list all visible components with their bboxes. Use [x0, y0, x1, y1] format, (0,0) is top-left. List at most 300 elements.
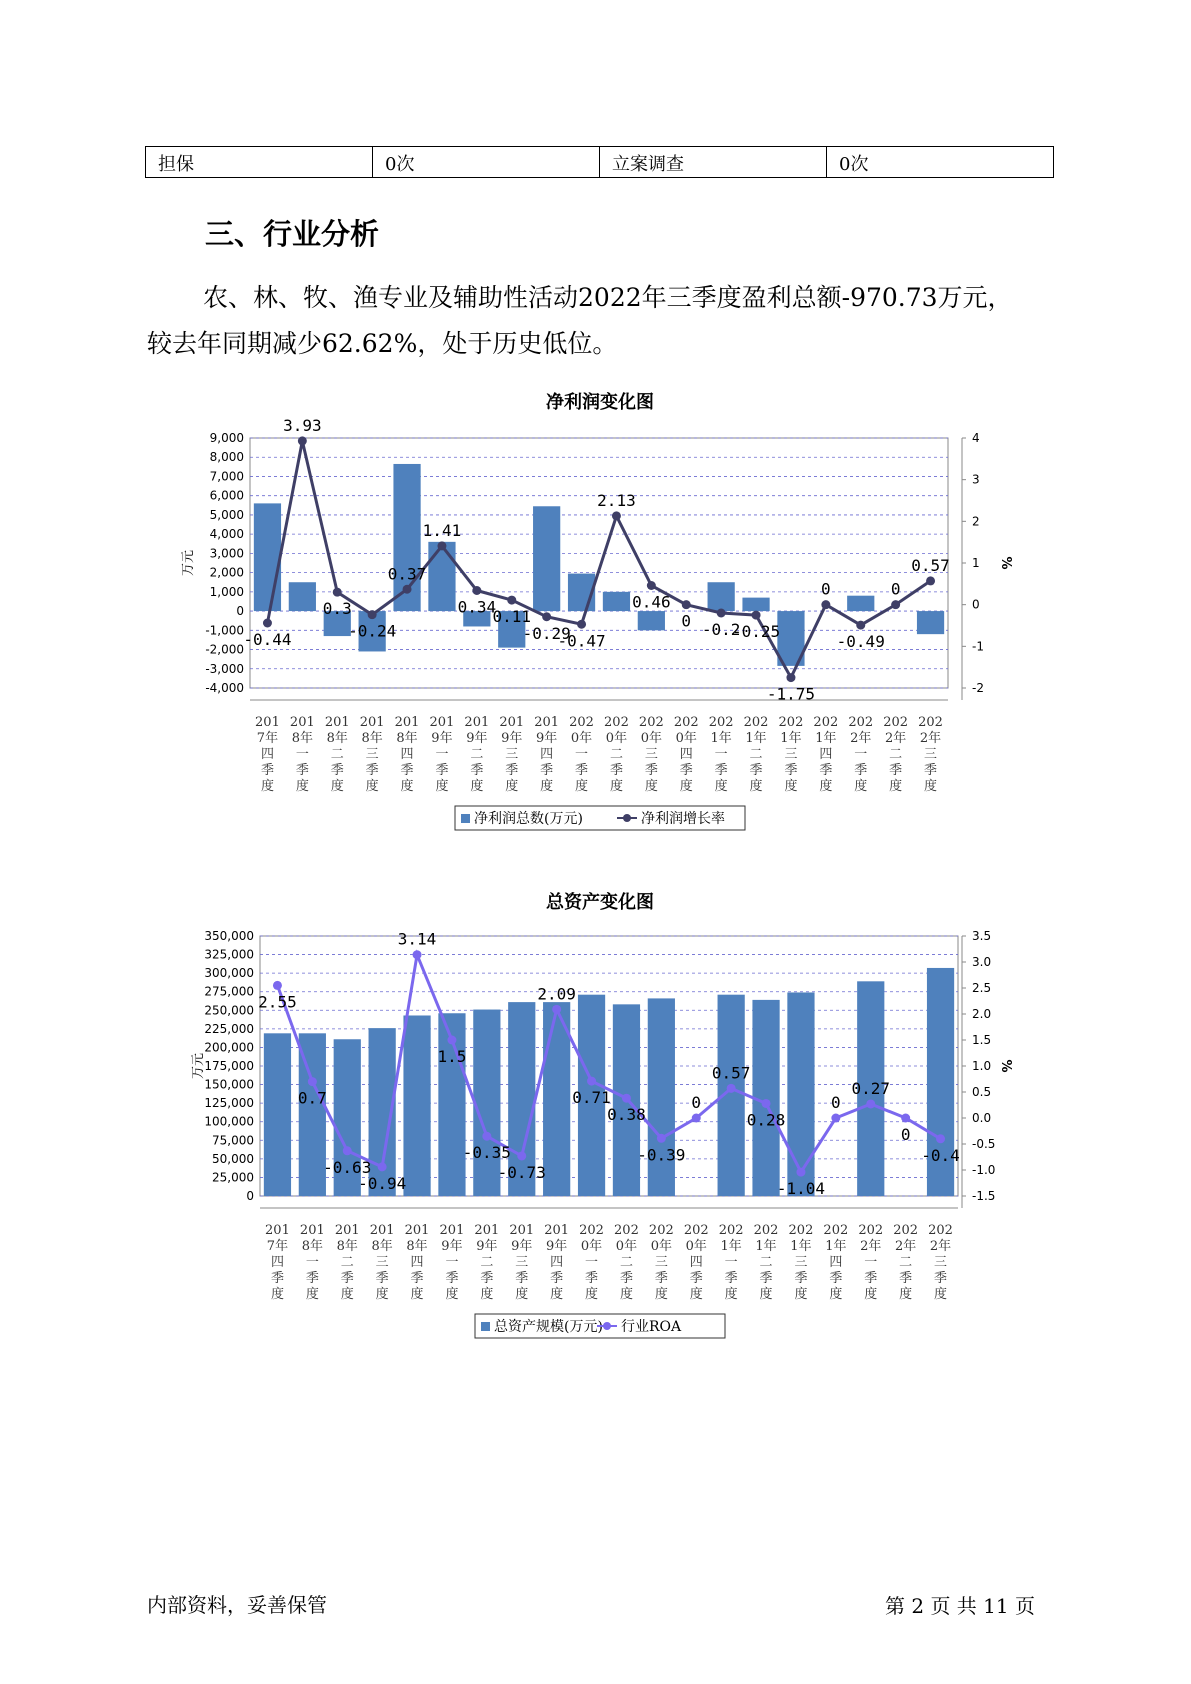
x-tick-label-part: 201 [359, 715, 385, 730]
x-tick-label-part: 202 [743, 715, 769, 730]
x-tick-label [823, 1223, 848, 1302]
x-tick-label-part: 0年 [650, 1239, 672, 1254]
x-tick-label-part: 度 [260, 779, 274, 794]
x-tick-label-part: 202 [673, 715, 699, 730]
x-tick-label-part: 季 [445, 1271, 459, 1286]
x-tick-label [499, 715, 524, 794]
x-tick-label-part: 季 [575, 763, 589, 778]
x-tick-label [395, 715, 420, 794]
x-tick-label-part: 季 [619, 1271, 633, 1286]
x-tick-label-part: 度 [889, 779, 903, 794]
x-tick-label-part: 度 [515, 1287, 529, 1302]
x-tick-label-part: 度 [365, 779, 379, 794]
x-tick-label-part: 8年 [371, 1239, 393, 1254]
x-tick-label-part: 度 [305, 1287, 319, 1302]
data-label: 0.71 [572, 1088, 611, 1108]
legend-swatch-bar [461, 814, 470, 823]
x-tick-label-part: 季 [654, 1271, 668, 1286]
x-tick-label-part: 季 [375, 1271, 389, 1286]
net-profit-chart [0, 390, 1191, 850]
x-tick-label [604, 715, 629, 794]
line-point [622, 1094, 631, 1103]
x-tick-label-part: 202 [858, 1223, 884, 1238]
x-tick-label-part: 度 [934, 1287, 948, 1302]
y-tick-label: 0 [246, 1189, 254, 1203]
x-tick-label-part: 201 [334, 1223, 360, 1238]
x-tick-label [360, 715, 385, 794]
x-tick-label-part: 度 [654, 1287, 668, 1302]
line-point [727, 1084, 736, 1093]
x-tick-label-part: 202 [848, 715, 874, 730]
y-tick-label: 9,000 [209, 431, 244, 445]
y-tick-label: -4,000 [205, 681, 244, 695]
x-tick-label-part: 季 [340, 1271, 354, 1286]
x-tick-label-part: 四 [679, 747, 693, 762]
x-tick-label-part: 季 [365, 763, 379, 778]
x-tick-label-part: 季 [644, 763, 658, 778]
x-tick-label-part: 四 [270, 1255, 284, 1270]
x-tick-label-part: 202 [614, 1223, 639, 1238]
x-tick-label [789, 1223, 814, 1302]
line-point [901, 1114, 910, 1123]
y2-tick-label: -1 [972, 639, 984, 654]
x-tick-label-part: 季 [435, 763, 449, 778]
x-tick-label [744, 715, 769, 794]
data-label: 1.41 [422, 520, 462, 540]
x-tick-label-part: 2年 [860, 1239, 882, 1254]
x-tick-label-part: 度 [819, 779, 833, 794]
x-tick-label-part: 度 [724, 1287, 738, 1302]
bar [708, 582, 735, 611]
x-tick-label-part: 0年 [675, 731, 697, 746]
y2-axis-title: % [998, 556, 1013, 570]
y2-tick-label: 1 [972, 556, 980, 570]
x-tick-label-part: 二 [340, 1255, 354, 1270]
y-tick-label: 2,000 [209, 565, 244, 580]
x-tick-label-part: 201 [474, 1223, 500, 1238]
x-tick-label-part: 201 [369, 1223, 395, 1238]
data-label: 0 [890, 579, 901, 599]
x-tick-label-part: 二 [749, 747, 763, 762]
x-tick-label [649, 1223, 674, 1302]
x-tick-label-part: 7年 [256, 731, 279, 746]
x-tick-label [544, 1223, 569, 1302]
x-tick-label-part: 0年 [640, 731, 662, 746]
y2-tick-label: 1.0 [972, 1059, 992, 1073]
y2-tick-label: -0.5 [972, 1137, 996, 1151]
x-tick-label-part: 1年 [720, 1239, 742, 1254]
x-tick-label-part: 二 [619, 1255, 633, 1270]
x-tick-label-part: 一 [854, 747, 868, 762]
x-tick-label-part: 季 [784, 763, 798, 778]
y-axis-title: 万元 [181, 549, 196, 577]
x-tick-label-part: 三 [375, 1255, 389, 1270]
line-point [273, 981, 282, 990]
x-tick-label-part: 四 [410, 1255, 424, 1270]
y2-tick-label: 2 [972, 514, 980, 529]
line-point [717, 609, 726, 618]
line-point [413, 950, 422, 959]
y2-tick-label: 0 [972, 597, 980, 612]
y-tick-label: -1,000 [205, 623, 244, 638]
bar [473, 1010, 500, 1196]
data-label: 2.13 [597, 490, 636, 510]
line-point [647, 581, 656, 590]
line-point [587, 1077, 596, 1086]
data-label: -0.73 [497, 1162, 546, 1182]
data-label: 1.5 [437, 1047, 467, 1066]
x-tick-label-part: 季 [410, 1271, 424, 1286]
x-tick-label-part: 2年 [885, 731, 907, 746]
x-tick-label-part: 三 [794, 1255, 808, 1270]
y-tick-label: 250,000 [204, 1003, 254, 1018]
x-tick-label-part: 1年 [815, 731, 837, 746]
x-tick-label-part: 202 [718, 1223, 744, 1238]
x-tick-label-part: 二 [899, 1255, 913, 1270]
x-tick-label-part: 季 [829, 1271, 843, 1286]
x-tick-label-part: 201 [404, 1223, 430, 1238]
bar [403, 1015, 430, 1196]
x-tick-label-part: 2年 [919, 731, 942, 746]
y2-tick-label: -2 [972, 681, 984, 695]
x-tick-label-part: 1年 [790, 1239, 812, 1254]
x-tick-label-part: 1年 [710, 731, 732, 746]
x-tick-label-part: 季 [260, 763, 274, 778]
x-tick-label-part: 度 [375, 1287, 389, 1302]
x-tick-label-part: 度 [679, 779, 693, 794]
section-paragraph [147, 275, 1077, 367]
x-tick-label-part: 8年 [291, 731, 313, 746]
line-point [517, 1151, 526, 1160]
y-tick-label: 325,000 [204, 947, 254, 962]
y-tick-label: 200,000 [204, 1040, 254, 1055]
legend-label: 净利润总数(万元) [474, 811, 583, 827]
x-tick-label-part: 度 [585, 1287, 599, 1302]
x-tick-label-part: 三 [365, 747, 379, 762]
table-cell: 0次 [373, 147, 600, 178]
table-row [146, 147, 1054, 178]
data-label: 0.57 [911, 555, 950, 575]
x-tick-label-part: 202 [918, 715, 943, 730]
x-tick-label-part: 8年 [406, 1239, 428, 1254]
x-tick-label-part: 四 [819, 747, 833, 762]
y2-tick-label: 0.0 [972, 1111, 992, 1125]
x-tick-label-part: 201 [429, 715, 455, 730]
section-heading: 三、行业分析 [205, 217, 380, 251]
x-tick-label-part: 2年 [895, 1239, 917, 1254]
x-tick-label [579, 1223, 604, 1302]
y-tick-label: 75,000 [212, 1133, 254, 1148]
x-tick-label-part: 1年 [825, 1239, 847, 1254]
x-tick-label-part: 度 [330, 779, 344, 794]
x-tick-label-part: 季 [934, 1271, 948, 1286]
x-tick-label [928, 1223, 953, 1302]
paragraph-line: 较去年同期减少62.62%，处于历史低位。 [147, 329, 618, 358]
x-tick-label-part: 201 [299, 1223, 325, 1238]
y-axis-title: 万元 [191, 1052, 206, 1080]
table-cell: 立案调查 [600, 147, 827, 178]
line-point [752, 611, 761, 620]
x-tick-label-part: 202 [579, 1223, 604, 1238]
line-point [403, 585, 412, 594]
x-tick-label-part: 9年 [501, 731, 523, 746]
x-tick-label-part: 201 [394, 715, 420, 730]
y-tick-label: 100,000 [204, 1114, 254, 1129]
x-tick-label-part: 季 [724, 1271, 738, 1286]
line-point [308, 1077, 317, 1086]
x-tick-label-part: 度 [575, 779, 589, 794]
bar [603, 592, 630, 611]
x-tick-label-part: 度 [619, 1287, 633, 1302]
y2-tick-label: 4 [972, 431, 980, 445]
x-tick-label-part: 202 [813, 715, 839, 730]
bar [847, 596, 874, 611]
x-tick-label-part: 季 [759, 1271, 773, 1286]
line-point [333, 588, 342, 597]
x-tick-label [509, 1223, 534, 1302]
y-tick-label: 300,000 [204, 966, 254, 981]
x-tick-label-part: 季 [794, 1271, 808, 1286]
x-tick-label-part: 一 [295, 747, 309, 762]
x-tick-label [639, 715, 664, 794]
x-tick-label [370, 1223, 395, 1302]
x-tick-label-part: 202 [823, 1223, 849, 1238]
x-tick-label-part: 季 [330, 763, 344, 778]
y-tick-label: 1,000 [209, 584, 244, 599]
data-label: -1.04 [776, 1179, 826, 1199]
chart-title: 净利润变化图 [546, 392, 654, 413]
line-point [577, 620, 586, 629]
x-tick-label-part: 度 [924, 779, 938, 794]
y2-tick-label: -1.0 [972, 1163, 996, 1177]
y-tick-label: 8,000 [209, 450, 244, 465]
line-point [542, 612, 551, 621]
x-tick-label-part: 202 [604, 715, 629, 730]
x-tick-label-part: 1年 [780, 731, 802, 746]
data-label: 0.3 [322, 599, 352, 619]
line-point [472, 586, 481, 595]
y-tick-label: 4,000 [209, 527, 244, 542]
line-point [612, 511, 621, 520]
x-tick-label-part: 202 [648, 1223, 674, 1238]
data-label: 0 [681, 611, 692, 631]
x-tick-label-part: 二 [889, 747, 903, 762]
x-tick-label-part: 0年 [570, 731, 593, 746]
x-tick-label-part: 度 [784, 779, 798, 794]
data-label: -0.63 [323, 1157, 372, 1177]
line-point [657, 1134, 666, 1143]
y-tick-label: 3,000 [209, 546, 244, 561]
x-tick-label-part: 201 [544, 1223, 570, 1238]
x-tick-label-part: 季 [689, 1271, 703, 1286]
x-tick-label [440, 1223, 465, 1302]
x-tick-label-part: 季 [609, 763, 623, 778]
x-tick-label-part: 201 [255, 715, 280, 730]
x-tick-label-part: 度 [899, 1287, 913, 1302]
x-tick-label-part: 1年 [745, 731, 767, 746]
legend-swatch-bar [481, 1322, 490, 1331]
x-tick-label-part: 季 [400, 763, 414, 778]
x-tick-label-part: 一 [585, 1255, 599, 1270]
y-tick-label: 6,000 [209, 488, 244, 503]
x-tick-label-part: 202 [753, 1223, 779, 1238]
x-tick-label-part: 0年 [605, 731, 628, 746]
x-tick-label-part: 201 [439, 1223, 465, 1238]
x-tick-label-part: 度 [470, 779, 484, 794]
x-tick-label-part: 202 [778, 715, 804, 730]
line-point [437, 541, 446, 550]
data-label: 3.93 [283, 415, 322, 435]
table-cell: 担保 [146, 147, 373, 178]
x-tick-label-part: 度 [400, 779, 414, 794]
x-tick-label-part: 度 [864, 1287, 878, 1302]
line-point [926, 576, 935, 585]
y-tick-label: 175,000 [204, 1059, 254, 1073]
bar [742, 598, 769, 611]
x-tick-label [719, 1223, 744, 1302]
y2-tick-label: 2.5 [972, 981, 992, 995]
x-tick-label-part: 9年 [441, 1239, 463, 1254]
x-tick-label [569, 715, 594, 794]
data-label: 0 [900, 1125, 911, 1144]
y-tick-label: 150,000 [204, 1077, 254, 1092]
x-tick-label-part: 201 [324, 715, 350, 730]
x-tick-label-part: 1年 [755, 1239, 777, 1254]
total-assets-chart [0, 890, 1191, 1350]
x-tick-label [534, 715, 559, 794]
x-tick-label-part: 三 [654, 1255, 668, 1270]
x-tick-label [325, 715, 350, 794]
data-label: -0.39 [637, 1145, 686, 1165]
table-cell: 0次 [827, 147, 1054, 178]
bar [428, 542, 455, 611]
x-tick-label-part: 三 [505, 747, 519, 762]
x-tick-label-part: 度 [480, 1287, 494, 1302]
bar [264, 1033, 291, 1196]
x-tick-label [300, 1223, 325, 1302]
y2-tick-label: 3.0 [972, 955, 992, 969]
x-tick-label-part: 度 [540, 779, 554, 794]
x-tick-label-part: 9年 [431, 731, 453, 746]
data-label: 0 [831, 1093, 841, 1112]
x-tick-label-part: 度 [714, 779, 728, 794]
x-tick-label-part: 季 [305, 1271, 319, 1286]
y2-tick-label: 0.5 [972, 1085, 992, 1099]
x-tick-label-part: 季 [550, 1271, 564, 1286]
y2-tick-label: -1.5 [972, 1189, 996, 1203]
line-point [796, 1168, 805, 1177]
legend-label: 净利润增长率 [641, 811, 725, 827]
x-tick-label-part: 季 [749, 763, 763, 778]
y2-axis-title: % [998, 1059, 1013, 1073]
data-label: 3.14 [397, 929, 437, 949]
bar [648, 998, 675, 1196]
x-tick-label [813, 715, 838, 794]
x-tick-label [918, 715, 943, 794]
x-tick-label-part: 202 [683, 1223, 709, 1238]
x-tick-label-part: 201 [265, 1223, 290, 1238]
x-tick-label [430, 715, 455, 794]
x-tick-label-part: 度 [609, 779, 623, 794]
x-tick-label-part: 201 [509, 1223, 535, 1238]
y-tick-label: -2,000 [205, 642, 244, 657]
x-tick-label [779, 715, 804, 794]
x-tick-label [255, 715, 280, 794]
data-label: 0.27 [851, 1078, 891, 1098]
y-tick-label: -3,000 [205, 661, 244, 676]
data-label: -1.75 [766, 684, 816, 704]
line-point [821, 600, 830, 609]
info-table [145, 146, 1054, 178]
x-tick-label-part: 度 [759, 1287, 773, 1302]
y-tick-label: 275,000 [204, 984, 254, 999]
x-tick-label-part: 度 [410, 1287, 424, 1302]
x-tick-label [893, 1223, 918, 1302]
x-tick-label-part: 8年 [301, 1239, 323, 1254]
bar [917, 611, 944, 634]
y-tick-label: 350,000 [204, 929, 254, 943]
line-point [447, 1036, 456, 1045]
x-tick-label-part: 201 [534, 715, 560, 730]
x-tick-label-part: 8年 [336, 1239, 358, 1254]
x-tick-label-part: 201 [464, 715, 490, 730]
x-tick-label-part: 季 [679, 763, 693, 778]
chart-title: 总资产变化图 [546, 892, 654, 913]
x-tick-label-part: 二 [330, 747, 344, 762]
paragraph-line: 农、林、牧、渔专业及辅助性活动2022年三季度盈利总额-970.73万元， [203, 283, 1013, 312]
data-label: -0.4 [921, 1145, 960, 1165]
x-tick-label-part: 9年 [511, 1239, 533, 1254]
data-label: -0.35 [462, 1143, 511, 1163]
x-tick-label-part: 季 [540, 763, 554, 778]
x-tick-label-part: 度 [829, 1287, 843, 1302]
data-label: -0.49 [836, 632, 885, 652]
x-tick-label-part: 201 [499, 715, 525, 730]
x-tick-label-part: 0年 [615, 1239, 638, 1254]
x-tick-label-part: 季 [295, 763, 309, 778]
x-tick-label-part: 四 [689, 1255, 703, 1270]
x-tick-label-part: 季 [819, 763, 833, 778]
x-tick-label-part: 一 [445, 1255, 459, 1270]
line-point [507, 596, 516, 605]
data-label: 0.38 [607, 1105, 646, 1125]
x-tick-label-part: 202 [788, 1223, 814, 1238]
data-label: -0.47 [557, 631, 606, 651]
x-tick-label-part: 季 [470, 763, 484, 778]
x-tick-label-part: 二 [609, 747, 623, 762]
x-tick-label-part: 9年 [546, 1239, 568, 1254]
x-tick-label-part: 9年 [536, 731, 558, 746]
x-tick-label-part: 0年 [685, 1239, 707, 1254]
y2-tick-label: 1.5 [972, 1033, 992, 1047]
x-tick-label [335, 1223, 360, 1302]
footer-note: 内部资料，妥善保管 [147, 1593, 327, 1617]
line-point [692, 1114, 701, 1123]
x-tick-label-part: 度 [689, 1287, 703, 1302]
page-number: 第 2 页 共 11 页 [885, 1594, 1035, 1618]
x-tick-label-part: 一 [305, 1255, 319, 1270]
x-tick-label-part: 202 [893, 1223, 919, 1238]
x-tick-label-part: 0年 [580, 1239, 603, 1254]
x-tick-label-part: 季 [585, 1271, 599, 1286]
x-tick-label-part: 8年 [361, 731, 383, 746]
data-label: -0.94 [358, 1173, 407, 1193]
x-tick-label [754, 1223, 779, 1302]
y-tick-label: 25,000 [212, 1170, 254, 1185]
data-label: -0.2 [701, 620, 741, 639]
y-tick-label: 125,000 [204, 1096, 254, 1111]
y-tick-label: 50,000 [212, 1151, 254, 1166]
